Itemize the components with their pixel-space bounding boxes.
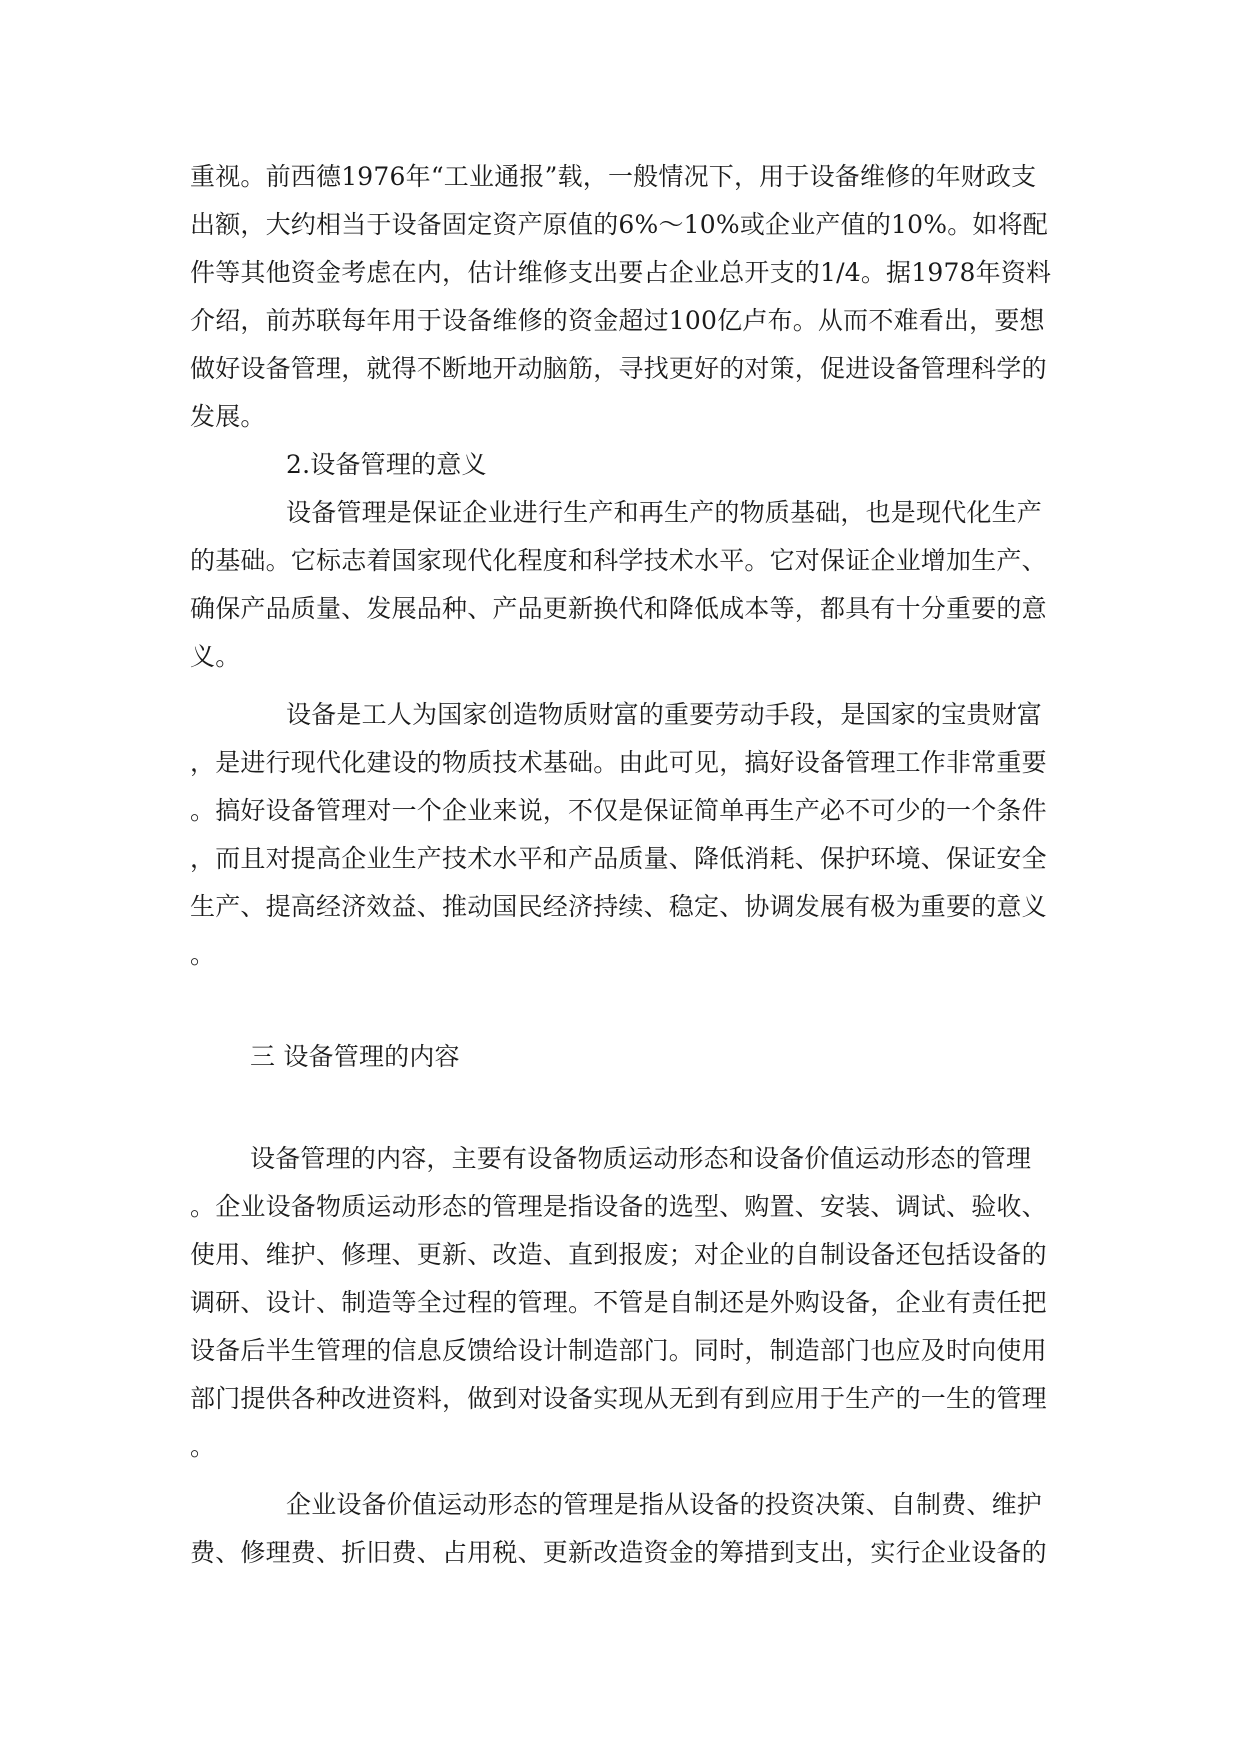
body-text-line: 调研、设计、制造等全过程的管理。不管是自制还是外购设备，企业有责任把	[190, 1288, 1047, 1317]
body-text-line: ，而且对提高企业生产技术水平和产品质量、降低消耗、保护环境、保证安全	[190, 844, 1047, 873]
body-text-line: 做好设备管理，就得不断地开动脑筋，寻找更好的对策，促进设备管理科学的	[190, 354, 1047, 383]
body-text-line: 企业设备价值运动形态的管理是指从设备的投资决策、自制费、维护	[286, 1490, 1043, 1519]
body-text-line: 重视。前西德1976年“工业通报”载，一般情况下，用于设备维修的年财政支	[190, 162, 1037, 191]
chapter-heading: 三 设备管理的内容	[250, 1042, 460, 1071]
body-text-line: 件等其他资金考虑在内，估计维修支出要占企业总开支的1/4。据1978年资料	[190, 258, 1052, 287]
body-text-line: 使用、维护、修理、更新、改造、直到报废；对企业的自制设备还包括设备的	[190, 1240, 1047, 1269]
body-text-line: 生产、提高经济效益、推动国民经济持续、稳定、协调发展有极为重要的意义	[190, 892, 1047, 921]
body-text-line: 设备管理的内容，主要有设备物质运动形态和设备价值运动形态的管理	[250, 1144, 1032, 1173]
body-text-line: ，是进行现代化建设的物质技术基础。由此可见，搞好设备管理工作非常重要	[190, 748, 1047, 777]
body-text-line: 费、修理费、折旧费、占用税、更新改造资金的筹措到支出，实行企业设备的	[190, 1538, 1047, 1567]
body-text-line: 。企业设备物质运动形态的管理是指设备的选型、购置、安装、调试、验收、	[190, 1192, 1047, 1221]
body-text-line: 出额，大约相当于设备固定资产原值的6%～10%或企业产值的10%。如将配	[190, 210, 1048, 239]
body-text-line: 设备管理是保证企业进行生产和再生产的物质基础，也是现代化生产	[286, 498, 1043, 527]
body-text-line: 部门提供各种改进资料，做到对设备实现从无到有到应用于生产的一生的管理	[190, 1384, 1047, 1413]
body-text-line: 确保产品质量、发展品种、产品更新换代和降低成本等，都具有十分重要的意	[190, 594, 1047, 623]
body-text-line: 发展。	[190, 402, 266, 431]
body-text-line: 。	[190, 940, 216, 969]
section-heading: 2.设备管理的意义	[286, 450, 487, 479]
body-text-line: 设备是工人为国家创造物质财富的重要劳动手段，是国家的宝贵财富	[286, 700, 1043, 729]
body-text-line: 。	[190, 1432, 216, 1461]
body-text-line: 义。	[190, 642, 241, 671]
body-text-line: 。搞好设备管理对一个企业来说，不仅是保证简单再生产必不可少的一个条件	[190, 796, 1047, 825]
body-text-line: 的基础。它标志着国家现代化程度和科学技术水平。它对保证企业增加生产、	[190, 546, 1047, 575]
body-text-line: 介绍，前苏联每年用于设备维修的资金超过100亿卢布。从而不难看出，要想	[190, 306, 1045, 335]
body-text-line: 设备后半生管理的信息反馈给设计制造部门。同时，制造部门也应及时向使用	[190, 1336, 1047, 1365]
